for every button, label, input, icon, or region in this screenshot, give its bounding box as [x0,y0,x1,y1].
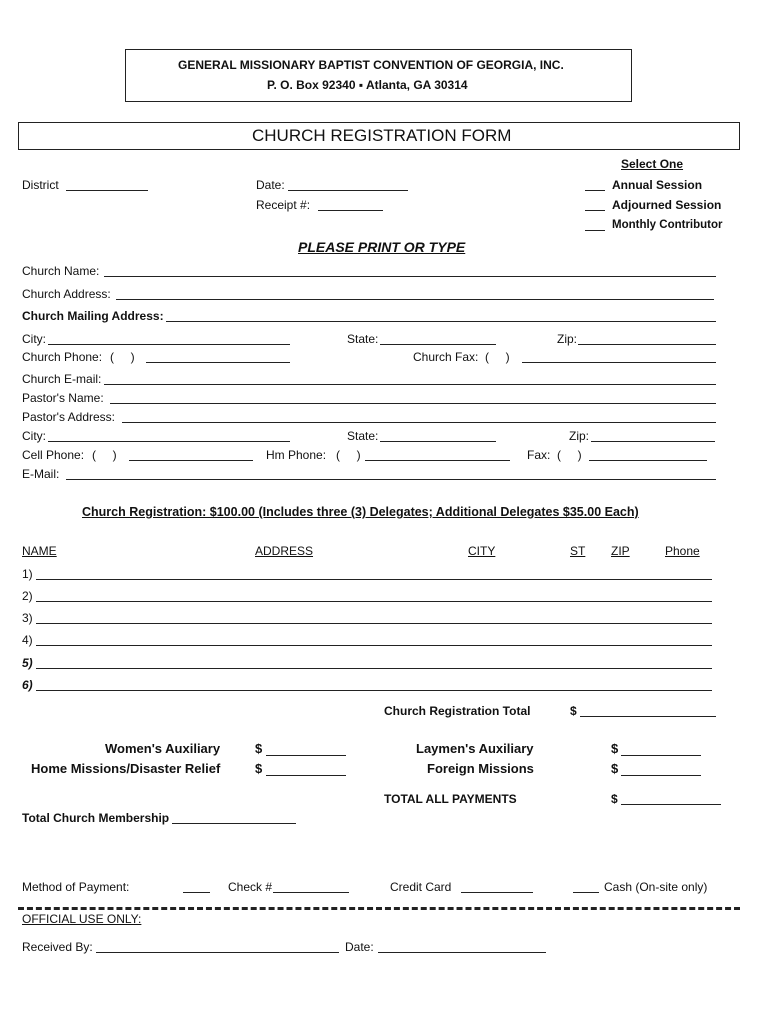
home-missions-field[interactable] [266,775,346,776]
credit-card-field[interactable] [461,892,533,893]
church-fax-label: Church Fax: [413,350,479,364]
church-phone-field[interactable] [146,362,290,363]
total-membership-field[interactable] [172,823,296,824]
laymens-auxiliary-label: Laymen's Auxiliary [416,741,534,756]
state-label: State: [347,332,379,346]
col-address: ADDRESS [255,544,314,558]
delegate-row-field[interactable] [36,623,712,624]
church-name-field[interactable] [104,276,716,277]
zip2-field[interactable] [591,441,715,442]
official-date-field[interactable] [378,952,546,953]
org-header-box [125,49,632,102]
church-address-field[interactable] [116,299,714,300]
cash-checkbox[interactable] [573,892,599,893]
total-membership-label: Total Church Membership [22,811,170,825]
foreign-missions-dollar: $ [611,761,619,776]
print-instruction: PLEASE PRINT OR TYPE [298,239,466,255]
annual-session-checkbox[interactable] [585,190,605,191]
pastor-address-field[interactable] [122,422,716,423]
pastor-name-field[interactable] [110,403,716,404]
total-all-payments-dollar: $ [611,792,618,806]
total-all-payments-label: TOTAL ALL PAYMENTS [384,792,517,806]
laymens-auxiliary-field[interactable] [621,755,701,756]
col-city: CITY [468,544,496,558]
col-st: ST [570,544,586,558]
receipt-label: Receipt #: [256,198,311,212]
payment-method-label: Method of Payment: [22,880,130,894]
church-email-field[interactable] [104,384,716,385]
home-missions-dollar: $ [255,761,263,776]
church-name-label: Church Name: [22,264,100,278]
cash-label: Cash (On-site only) [604,880,708,894]
city-label: City: [22,332,46,346]
city-field[interactable] [48,344,290,345]
home-missions-label: Home Missions/Disaster Relief [31,761,221,776]
received-by-field[interactable] [96,952,339,953]
check-checkbox[interactable] [183,892,210,893]
church-fax-field[interactable] [522,362,716,363]
received-by-label: Received By: [22,940,93,954]
pastor-address-label: Pastor's Address: [22,410,115,424]
city2-label: City: [22,429,46,443]
total-all-payments-field[interactable] [621,804,721,805]
select-one-heading: Select One [621,157,684,171]
monthly-contributor-checkbox[interactable] [585,230,605,231]
church-phone-paren: ( ) [110,350,135,364]
foreign-missions-label: Foreign Missions [427,761,534,776]
hm-phone-paren: ( ) [336,448,361,462]
date-field[interactable] [288,190,408,191]
official-date-label: Date: [345,940,374,954]
registration-total-dollar: $ [570,704,577,718]
laymens-dollar: $ [611,741,619,756]
col-name: NAME [22,544,57,558]
registration-total-label: Church Registration Total [384,704,531,718]
womens-dollar: $ [255,741,263,756]
church-mailing-label: Church Mailing Address: [22,309,164,323]
pastor-name-label: Pastor's Name: [22,391,104,405]
check-number-field[interactable] [273,892,349,893]
church-email-label: Church E-mail: [22,372,102,386]
delegate-row-label: 5) [22,656,33,670]
col-phone: Phone [665,544,700,558]
womens-auxiliary-label: Women's Auxiliary [105,741,221,756]
delegate-row-label: 3) [22,611,33,625]
cell-phone-label: Cell Phone: [22,448,85,462]
registration-total-field[interactable] [580,716,716,717]
col-zip: ZIP [611,544,630,558]
official-divider [18,907,740,910]
check-label: Check # [228,880,273,894]
adjourned-session-checkbox[interactable] [585,210,605,211]
official-use-heading: OFFICIAL USE ONLY: [22,912,142,926]
city2-field[interactable] [48,441,290,442]
church-fax-paren: ( ) [485,350,510,364]
foreign-missions-field[interactable] [621,775,701,776]
date-label: Date: [256,178,285,192]
delegate-row-label: 4) [22,633,33,647]
district-label: District [22,178,59,192]
delegate-row-field[interactable] [36,579,712,580]
hm-phone-field[interactable] [365,460,510,461]
womens-auxiliary-field[interactable] [266,755,346,756]
credit-card-label: Credit Card [390,880,452,894]
email2-label: E-Mail: [22,467,60,481]
fax2-paren: ( ) [557,448,582,462]
state2-label: State: [347,429,379,443]
state2-field[interactable] [380,441,496,442]
monthly-contributor-label: Monthly Contributor [612,219,723,231]
delegate-row-label: 2) [22,589,33,603]
zip-label: Zip: [557,332,578,346]
zip2-label: Zip: [569,429,590,443]
annual-session-label: Annual Session [612,178,703,192]
state-field[interactable] [380,344,496,345]
delegate-row-label: 1) [22,567,33,581]
cell-phone-field[interactable] [129,460,253,461]
fax2-field[interactable] [589,460,707,461]
church-address-label: Church Address: [22,287,111,301]
form-title: CHURCH REGISTRATION FORM [252,126,512,145]
zip-field[interactable] [578,344,716,345]
church-phone-label: Church Phone: [22,350,103,364]
hm-phone-label: Hm Phone: [266,448,327,462]
delegate-row-label: 6) [22,678,33,692]
delegate-row-field[interactable] [36,690,712,691]
email2-field[interactable] [66,479,716,480]
registration-note: Church Registration: $100.00 (Includes three (3) Delegates; Additional Delegates $35.00 Each) [82,505,639,519]
org-address: P. O. Box 92340 ▪ Atlanta, GA 30314 [267,78,468,92]
fax2-label: Fax: [527,448,551,462]
church-mailing-field[interactable] [166,321,716,322]
district-field[interactable] [66,190,148,191]
delegate-row-field[interactable] [36,601,712,602]
receipt-field[interactable] [318,210,383,211]
adjourned-session-label: Adjourned Session [612,198,722,212]
org-name: GENERAL MISSIONARY BAPTIST CONVENTION OF GEORGIA, INC. [178,58,564,72]
delegate-row-field[interactable] [36,645,712,646]
delegate-row-field[interactable] [36,668,712,669]
cell-phone-paren: ( ) [92,448,117,462]
